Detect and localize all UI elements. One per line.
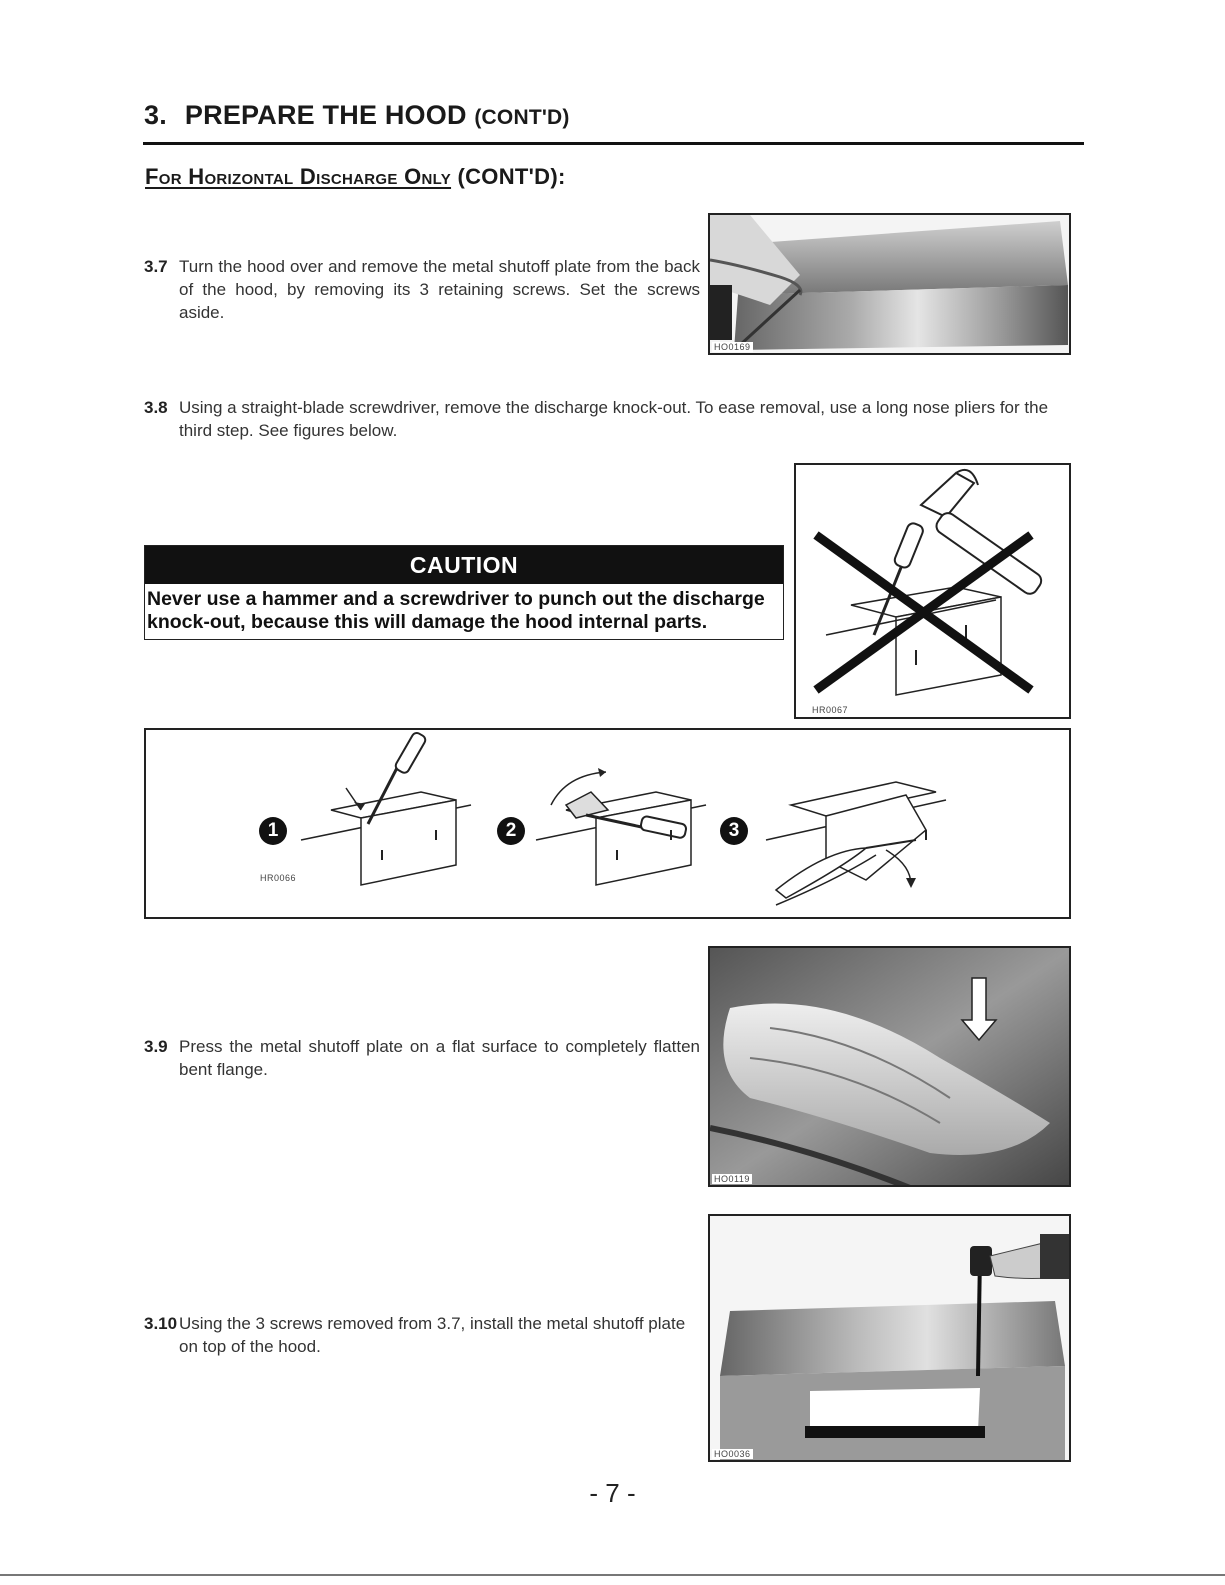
step-number: 3.10 — [144, 1314, 178, 1333]
step-text: Press the metal shutoff plate on a flat surface to completely flatten bent flange. — [179, 1037, 700, 1079]
figure-code: HO0036 — [714, 1449, 751, 1459]
section-number: 3. — [144, 100, 167, 130]
caution-message: Never use a hammer and a screwdriver to punch out the discharge knock-out, because this will damage the hood internal parts. — [147, 588, 765, 633]
bottom-edge-line — [0, 1574, 1225, 1576]
figure-code: HO0169 — [714, 342, 751, 352]
step-number: 3.7 — [144, 257, 168, 276]
title-divider — [143, 142, 1084, 145]
section-title-suffix: (CONT'D) — [474, 106, 570, 129]
step-text: Using a straight-blade screwdriver, remove the discharge knock-out. To ease removal, use a long nose pliers for the third step. See figures below. — [179, 398, 1049, 440]
figure-code: HR0066 — [260, 873, 297, 883]
step-3-10 — [144, 1312, 700, 1358]
subheading — [145, 164, 566, 190]
figure-hammer-prohibited — [794, 463, 1071, 719]
figure-install-plate — [708, 1214, 1071, 1462]
caution-title: CAUTION — [145, 546, 783, 584]
figure-flatten-flange — [708, 946, 1071, 1187]
page-number: - 7 - — [589, 1478, 636, 1508]
step-text: Turn the hood over and remove the metal shutoff plate from the back of the hood, by removing its 3 retaining screws. Set the screws aside. — [179, 257, 700, 322]
step-3-8 — [144, 396, 1078, 442]
step-badge-3-label: 3 — [728, 820, 740, 841]
caution-box — [144, 545, 784, 640]
figure-remove-shutoff-plate — [708, 213, 1071, 355]
section-title-text: PREPARE THE HOOD — [184, 100, 467, 130]
step-3-9 — [144, 1035, 700, 1081]
subheading-suffix: (CONT'D): — [457, 164, 566, 189]
figure-code: HO0119 — [714, 1174, 750, 1184]
subheading-text: For Horizontal Discharge Only — [145, 164, 452, 189]
step-text: Using the 3 screws removed from 3.7, install the metal shutoff plate on top of the hood. — [179, 1314, 686, 1356]
step-badge-1-label: 1 — [267, 820, 279, 841]
section-title — [144, 100, 570, 131]
step-badge-2-label: 2 — [505, 820, 517, 841]
step-number: 3.9 — [144, 1037, 168, 1056]
figure-knockout-steps — [144, 728, 1071, 919]
step-number: 3.8 — [144, 398, 168, 417]
figure-code: HR0067 — [812, 705, 849, 715]
step-3-7 — [144, 255, 700, 324]
